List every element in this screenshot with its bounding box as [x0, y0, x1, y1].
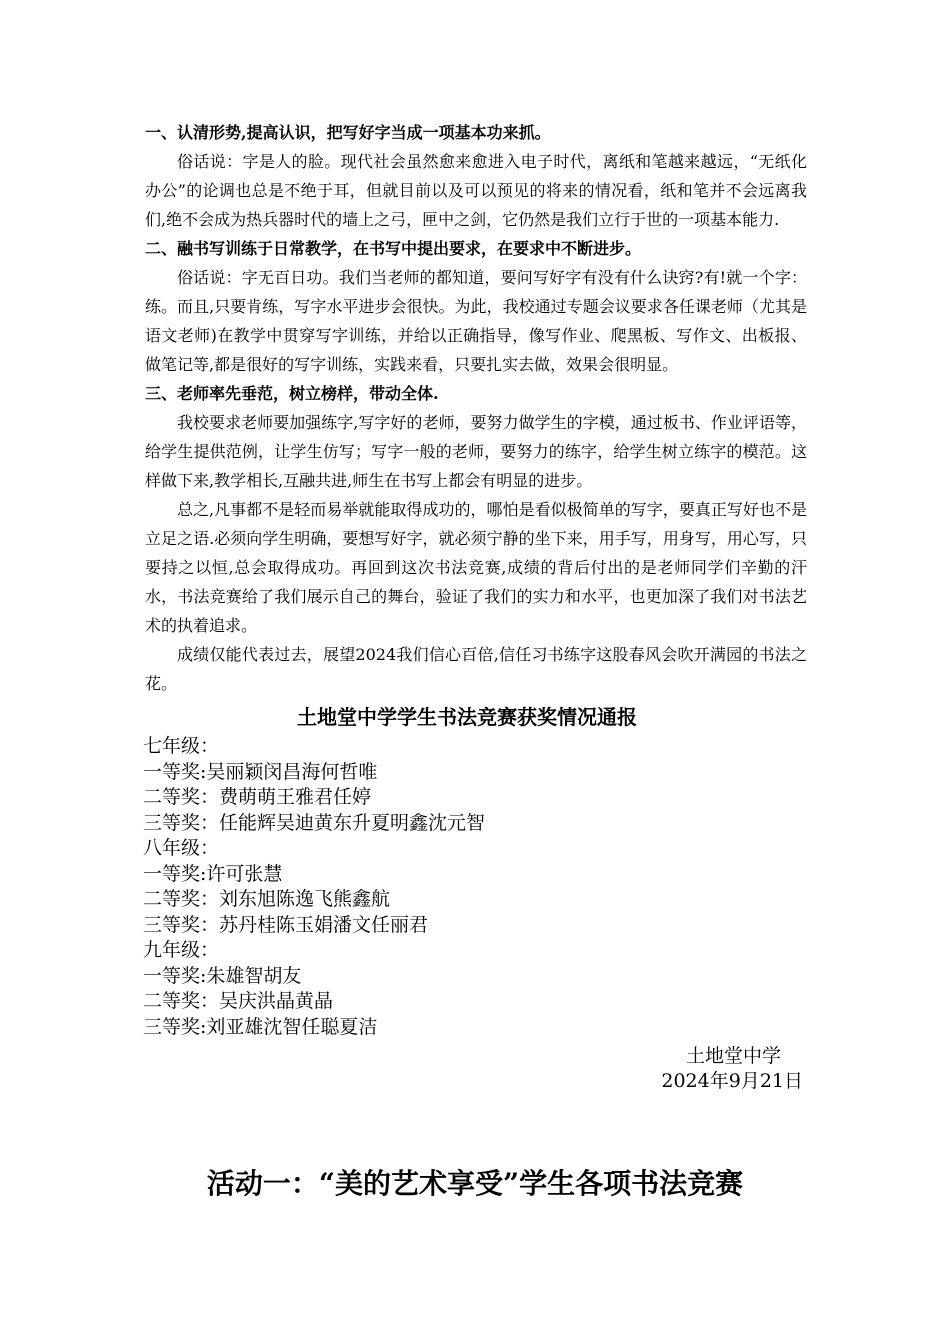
section-heading: 二、融书写训练于日常教学，在书写中提出要求，在要求中不断进步。 [145, 239, 642, 258]
award-line: 二等奖：刘东旭陈逸飞熊鑫航 [143, 888, 391, 910]
notice-title: 土地堂中学学生书法竞赛获奖情况通报 [297, 705, 637, 729]
activity-title: 活动一：“美的艺术享受”学生各项书法竞赛 [206, 1167, 744, 1200]
award-line: 一等奖:吴丽颖闵昌海何哲唯 [143, 760, 378, 783]
section-heading: 三、老师率先垂范，树立榜样，带动全体. [145, 384, 439, 403]
signature-org: 土地堂中学 [685, 1045, 781, 1067]
award-line: 二等奖：吴庆洪晶黄晶 [143, 990, 334, 1012]
award-line: 三等奖：任能辉吴迪黄东升夏明鑫沈元智 [143, 811, 486, 834]
section-paragraph: 成绩仅能代表过去，展望2024我们信心百倍,信任习书练字这股春风会吹开满园的书法之花。 [145, 645, 807, 693]
award-line: 三等奖:刘亚雄沈智任聪夏洁 [143, 1015, 378, 1038]
signature-date: 2024年9月21日 [661, 1070, 803, 1092]
award-list [143, 734, 807, 1040]
award-line: 二等奖：费萌萌王雅君任婷 [143, 786, 372, 808]
award-line: 一等奖:许可张慧 [143, 862, 283, 885]
award-line: 一等奖:朱雄智胡友 [143, 964, 302, 987]
document-body [145, 118, 807, 1094]
award-line: 九年级： [143, 939, 220, 961]
section-paragraph: 总之,凡事都不是轻而易举就能取得成功的，哪怕是看似极简单的写字，要真正写好也不是立足之语.必须向学生明确，要想写好字，就必须宁静的坐下来，用手写，用身写，用心写，只要持之以恒,总会取得成功。再回到这次书法竞赛,成绩的背后付出的是老师同学们辛勤的汗水，书法竞赛给了我们展示自己的舞台，验证了我们的实力和水平，也更加深了我们对书法艺术的执着追求。 [145, 500, 807, 635]
section-3 [145, 379, 807, 698]
award-line: 三等奖：苏丹桂陈玉娟潘文任丽君 [143, 913, 429, 936]
section-heading: 一、认清形势,提高认识，把写好字当成一项基本功来抓。 [145, 123, 551, 142]
award-line: 八年级： [143, 837, 220, 859]
section-paragraph: 俗话说：字是人的脸。现代社会虽然愈来愈进入电子时代，离纸和笔越来越远，“无纸化办公”的论调也总是不绝于耳，但就目前以及可以预见的将来的情况看，纸和笔并不会远离我们,绝不会成为热兵器时代的墙上之弓，匣中之剑，它仍然是我们立行于世的一项基本能力. [145, 152, 807, 229]
section-paragraph: 俗话说：字无百日功。我们当老师的都知道，要问写好字有没有什么诀窍?有!就一个字：练。而且,只要肯练，写字水平进步会很快。为此，我校通过专题会议要求各任课老师（尤其是语文老师)在教学中贯穿写字训练，并给以正确指导，像写作业、爬黑板、写作文、出板报、做笔记等,都是很好的写字训练，实践来看，只要扎实去做，效果会很明显。 [145, 268, 807, 374]
section-2 [145, 234, 807, 379]
award-line: 七年级： [143, 735, 220, 757]
section-paragraph: 我校要求老师要加强练字,写字好的老师，要努力做学生的字模，通过板书、作业评语等，给学生提供范例，让学生仿写；写字一般的老师，要努力的练字，给学生树立练字的模范。这样做下来,教学相长,互融共进,师生在书写上都会有明显的进步。 [145, 413, 807, 490]
section-1 [145, 118, 807, 234]
